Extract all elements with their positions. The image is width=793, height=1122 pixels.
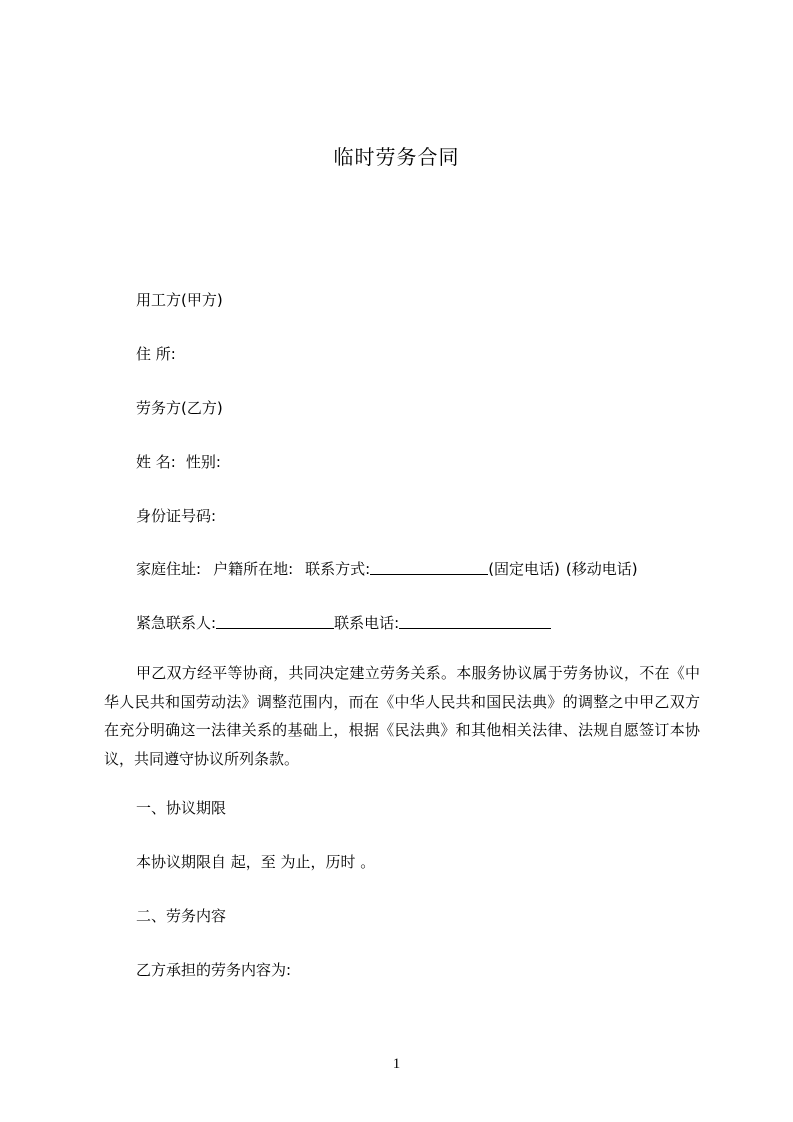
section-2-heading: 二、劳务内容 [136, 907, 227, 925]
gender-label: 性别: [185, 453, 221, 471]
intro-paragraph: 甲乙双方经平等协商，共同决定建立劳务关系。本服务协议属于劳务协议，不在《中华人民共和国劳动法》调整范围内，而在《中华人民共和国民法典》的调整之中甲乙双方在充分明确这一法律关系的基础上，根据《民法典》和其他相关法律、法规自愿签订本协议，共同遵守协议所列条款。 [104, 664, 700, 768]
mobile-phone-label: (移动电话) [565, 560, 638, 578]
name-gender-line [136, 452, 221, 472]
party-b-label: 劳务方(乙方) [136, 399, 223, 417]
emergency-contact-line [136, 613, 551, 633]
contact-blank [370, 560, 488, 575]
section-1-heading: 一、协议期限 [136, 799, 227, 817]
emergency-contact-label: 紧急联系人: [136, 614, 217, 632]
fixed-phone-label: (固定电话) [488, 560, 560, 578]
document-title: 临时劳务合同 [333, 145, 460, 169]
section-1-text: 本协议期限自 起，至 为止，历时 。 [136, 853, 376, 871]
party-a-label: 用工方(甲方) [136, 291, 223, 309]
emergency-contact-blank [216, 614, 334, 629]
contact-label: 联系方式: [305, 560, 371, 578]
hukou-label: 户籍所在地: [213, 560, 294, 578]
page-number: 1 [392, 1056, 401, 1072]
home-address-label: 家庭住址: [136, 560, 202, 578]
section-2-text: 乙方承担的劳务内容为: [136, 961, 292, 979]
address-label: 住 所: [136, 345, 176, 363]
id-number-label: 身份证号码: [136, 507, 217, 525]
emergency-phone-blank [399, 614, 551, 629]
emergency-phone-label: 联系电话: [334, 614, 400, 632]
name-label: 姓 名: [136, 453, 176, 471]
home-contact-line [136, 559, 638, 579]
